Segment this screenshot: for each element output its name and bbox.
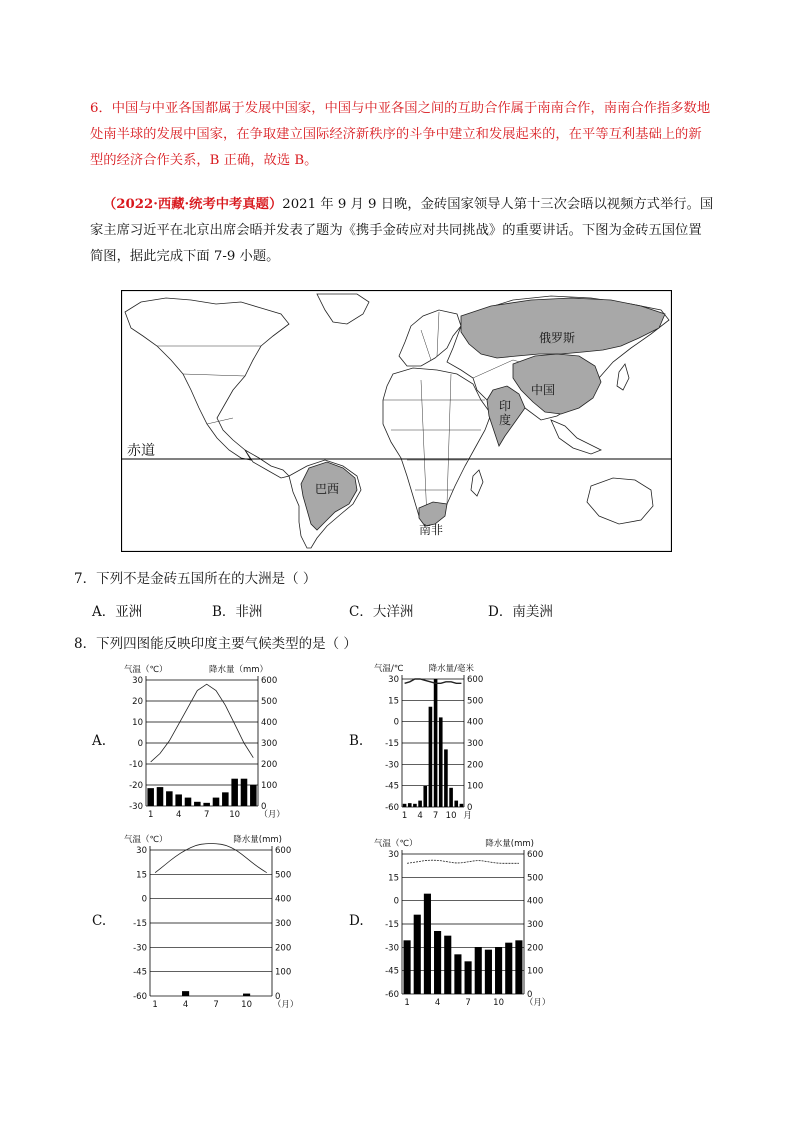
chart-A-x-tick: 1 bbox=[147, 810, 154, 820]
passage-line-1 bbox=[90, 192, 713, 218]
explanation-number: 6． bbox=[90, 101, 112, 116]
chart-B-precip-bar bbox=[449, 788, 453, 807]
q7-option-d[interactable]: D．南美洲 bbox=[488, 604, 553, 620]
chart-A-temp-tick: 30 bbox=[132, 676, 143, 686]
chart-B-temp-tick: -60 bbox=[385, 803, 399, 813]
chart-A-precip-bar bbox=[241, 779, 248, 806]
chart-A-temp-tick: -20 bbox=[129, 781, 143, 791]
chart-A-precip-bar bbox=[185, 798, 192, 806]
chart-D-precip-tick: 200 bbox=[527, 943, 544, 954]
chart-C-precip-tick: 300 bbox=[275, 919, 292, 929]
chart-A-temp-tick: 20 bbox=[132, 697, 143, 707]
chart-D-temp-tick: -30 bbox=[385, 943, 399, 954]
explanation-line-3: 型的经济合作关系，B 正确，故选 B。 bbox=[90, 153, 318, 168]
chart-A-precip-bar bbox=[194, 802, 201, 806]
chart-C-precip-tick: 100 bbox=[275, 967, 292, 978]
chart-C-temperature-curve bbox=[155, 844, 267, 873]
india-label-1: 印 bbox=[499, 399, 512, 413]
chart-D-right-axis-title: 降水量(mm) bbox=[485, 839, 534, 849]
chart-A-precip-bar bbox=[166, 791, 173, 806]
chart-D-precip-tick: 100 bbox=[527, 966, 544, 977]
chart-B-precip-bar bbox=[413, 804, 417, 807]
chart-A-precip-bar bbox=[147, 788, 154, 806]
climate-chart-c bbox=[122, 830, 302, 1012]
chart-A-left-axis-title: 气温（℃） bbox=[124, 665, 168, 675]
chart-B-precip-bar bbox=[444, 749, 448, 807]
climate-chart-b bbox=[372, 657, 507, 827]
chart-D-temp-tick: 0 bbox=[393, 896, 399, 907]
chart-A-precip-tick: 500 bbox=[261, 697, 278, 707]
chart-B-precip-tick: 400 bbox=[467, 717, 484, 728]
chart-C-temp-tick: -45 bbox=[133, 967, 147, 978]
chart-C-precip-tick: 0 bbox=[275, 992, 281, 1002]
chart-A-precip-bar bbox=[250, 785, 257, 806]
chart-A-temp-tick: -30 bbox=[129, 802, 143, 812]
chart-B-precip-tick: 600 bbox=[467, 675, 484, 685]
chart-D-precip-bar bbox=[505, 943, 512, 994]
chart-B-precip-tick: 500 bbox=[467, 696, 484, 707]
climate-chart-d bbox=[372, 836, 554, 1012]
chart-D-temp-tick: 15 bbox=[388, 873, 399, 884]
chart-B-right-axis-title: 降水量/毫米 bbox=[428, 664, 474, 674]
chart-B-x-tick: 4 bbox=[417, 811, 423, 821]
explanation-line-1 bbox=[90, 96, 710, 122]
q7-option-c[interactable]: C．大洋洲 bbox=[349, 604, 414, 620]
chart-D-precip-tick: 600 bbox=[527, 850, 544, 860]
chart-A-x-tick: 7 bbox=[203, 810, 210, 820]
brazil-label: 巴西 bbox=[315, 482, 340, 496]
chart-B-precip-tick: 200 bbox=[467, 760, 484, 771]
chart-A-precip-tick: 400 bbox=[261, 718, 278, 728]
chart-B-precip-bar bbox=[423, 786, 427, 807]
chart-B-temp-tick: 0 bbox=[393, 717, 399, 728]
chart-A-right-axis-title: 降水量（mm） bbox=[208, 665, 268, 675]
chart-D-precip-bar bbox=[495, 947, 502, 994]
chart-B-temp-tick: 15 bbox=[388, 696, 399, 707]
chart-A-temp-tick: -10 bbox=[129, 760, 143, 770]
climate-chart-a bbox=[122, 660, 298, 826]
passage-line-3: 简图，据此完成下面 7-9 小题。 bbox=[90, 249, 280, 264]
chart-D-temp-tick: -45 bbox=[385, 966, 399, 977]
q8-option-c-label[interactable]: C. bbox=[92, 913, 107, 929]
chart-C-temp-tick: -60 bbox=[133, 992, 147, 1002]
equator-label: 赤道 bbox=[127, 443, 155, 459]
chart-C-temp-tick: 15 bbox=[136, 870, 147, 881]
chart-C-x-tick: 10 bbox=[241, 1000, 252, 1010]
chart-C-temp-tick: -30 bbox=[133, 943, 147, 954]
russia-label: 俄罗斯 bbox=[539, 331, 576, 345]
chart-D-x-unit: （月） bbox=[524, 998, 551, 1008]
chart-A-precip-tick: 100 bbox=[261, 781, 278, 791]
chart-C-x-unit: （月） bbox=[272, 1000, 299, 1010]
india-label-2: 度 bbox=[499, 413, 512, 427]
chart-B-precip-bar bbox=[434, 679, 438, 807]
chart-C-precip-bar bbox=[243, 994, 250, 996]
chart-B-precip-bar bbox=[408, 803, 412, 807]
chart-B-precip-bar bbox=[429, 707, 433, 807]
chart-B-precip-bar bbox=[439, 717, 443, 807]
chart-D-temperature-curve bbox=[407, 860, 519, 863]
chart-B-precip-bar bbox=[460, 804, 464, 807]
chart-D-precip-bar bbox=[444, 936, 451, 994]
chart-D-precip-bar bbox=[465, 961, 472, 994]
chart-C-temp-tick: 0 bbox=[141, 894, 147, 905]
chart-A-precip-bar bbox=[157, 787, 164, 806]
chart-B-precip-bar bbox=[403, 804, 407, 807]
chart-D-x-tick: 1 bbox=[404, 998, 410, 1008]
chart-D-temp-tick: -60 bbox=[385, 990, 399, 1000]
chart-D-precip-bar bbox=[424, 894, 431, 994]
chart-A-precip-tick: 0 bbox=[261, 802, 267, 812]
chart-A-precip-tick: 200 bbox=[261, 760, 278, 770]
chart-C-precip-bar bbox=[182, 991, 189, 996]
passage-line-2: 家主席习近平在北京出席会晤并发表了题为《携手金砖应对共同挑战》的重要讲话。下图为金砖五国位置 bbox=[90, 223, 702, 238]
q7-option-a[interactable]: A．亚洲 bbox=[92, 604, 143, 620]
chart-B-temp-tick: -15 bbox=[385, 739, 399, 749]
chart-B-precip-tick: 300 bbox=[467, 739, 484, 749]
chart-D-precip-bar bbox=[414, 915, 421, 994]
chart-D-precip-bar bbox=[454, 954, 461, 994]
chart-A-precip-tick: 300 bbox=[261, 739, 278, 749]
passage-source: （2022·西藏·统考中考真题） bbox=[103, 197, 283, 212]
chart-D-x-tick: 10 bbox=[493, 998, 504, 1008]
answer-explanation bbox=[90, 96, 710, 174]
chart-A-precip-bar bbox=[175, 794, 182, 806]
chart-D-left-axis-title: 气温（℃） bbox=[374, 839, 418, 849]
explanation-line-2: 处南半球的发展中国家，在争取建立国际经济新秩序的斗争中建立和发展起来的，在平等互利基础上的新 bbox=[90, 127, 702, 142]
chart-D-precip-tick: 300 bbox=[527, 920, 544, 930]
chart-D-precip-bar bbox=[475, 947, 482, 994]
chart-B-temp-tick: 30 bbox=[388, 675, 399, 685]
q8-option-b-label[interactable]: B. bbox=[349, 733, 364, 749]
q8-option-a-label[interactable]: A. bbox=[92, 733, 107, 749]
chart-B-precip-bar bbox=[418, 801, 422, 807]
chart-C-temp-tick: 30 bbox=[136, 846, 147, 856]
chart-C-x-tick: 1 bbox=[152, 1000, 158, 1010]
chart-C-left-axis-title: 气温（℃） bbox=[124, 835, 168, 845]
chart-B-x-tick: 7 bbox=[432, 811, 439, 821]
chart-D-precip-bar bbox=[404, 940, 411, 994]
chart-C-precip-tick: 400 bbox=[275, 894, 292, 905]
chart-B-temperature-curve bbox=[405, 679, 462, 683]
chart-D-precip-tick: 500 bbox=[527, 873, 544, 884]
chart-D-x-tick: 7 bbox=[465, 998, 471, 1008]
q8-option-d-label[interactable]: D. bbox=[349, 913, 364, 929]
chart-A-temperature-curve bbox=[151, 684, 254, 762]
chart-A-x-unit: （月） bbox=[259, 810, 285, 820]
passage bbox=[90, 192, 713, 270]
south-africa-label: 南非 bbox=[419, 523, 444, 537]
chart-A-precip-bar bbox=[222, 792, 229, 806]
chart-B-temp-tick: -45 bbox=[385, 781, 399, 792]
q7-option-b[interactable]: B．非洲 bbox=[212, 604, 263, 620]
chart-A-x-tick: 10 bbox=[229, 810, 241, 820]
chart-B-precip-tick: 0 bbox=[467, 803, 473, 813]
q8-stem: 8．下列四图能反映印度主要气候类型的是（ ） bbox=[74, 636, 357, 652]
chart-B-x-unit: 月 bbox=[463, 811, 472, 821]
chart-D-precip-bar bbox=[515, 940, 522, 994]
chart-B-precip-bar bbox=[454, 801, 458, 807]
chart-C-right-axis-title: 降水量(mm) bbox=[233, 835, 282, 845]
brics-world-map bbox=[121, 290, 672, 552]
chart-B-x-tick: 1 bbox=[401, 811, 408, 821]
chart-A-temp-tick: 0 bbox=[137, 739, 143, 749]
explanation-text-1: 中国与中亚各国都属于发展中国家，中国与中亚各国之间的互助合作属于南南合作，南南合作指多数地 bbox=[111, 101, 711, 116]
chart-D-temp-tick: -15 bbox=[385, 920, 399, 930]
chart-D-precip-tick: 0 bbox=[527, 990, 533, 1000]
chart-C-precip-tick: 600 bbox=[275, 846, 292, 856]
chart-B-precip-tick: 100 bbox=[467, 781, 484, 792]
chart-D-precip-bar bbox=[485, 950, 492, 994]
chart-B-temp-tick: -30 bbox=[385, 760, 399, 771]
chart-A-temp-tick: 10 bbox=[132, 718, 143, 728]
chart-A-precip-bar bbox=[203, 803, 210, 806]
chart-A-precip-bar bbox=[213, 798, 220, 806]
passage-text-1: 2021 年 9 月 9 日晚，金砖国家领导人第十三次会晤以视频方式举行。国 bbox=[282, 197, 714, 212]
chart-D-temp-tick: 30 bbox=[388, 850, 399, 860]
chart-A-x-tick: 4 bbox=[175, 810, 182, 820]
chart-D-precip-bar bbox=[434, 931, 441, 994]
q7-stem: 7．下列不是金砖五国所在的大洲是（ ） bbox=[74, 571, 317, 587]
chart-A-precip-bar bbox=[231, 779, 238, 806]
chart-A-precip-tick: 600 bbox=[261, 676, 278, 686]
chart-C-x-tick: 7 bbox=[213, 1000, 219, 1010]
china-label: 中国 bbox=[531, 383, 556, 397]
chart-D-x-tick: 4 bbox=[434, 998, 441, 1008]
chart-C-precip-tick: 200 bbox=[275, 943, 292, 954]
chart-C-precip-tick: 500 bbox=[275, 870, 292, 881]
chart-B-x-tick: 10 bbox=[445, 811, 457, 821]
chart-D-precip-tick: 400 bbox=[527, 896, 544, 907]
chart-B-left-axis-title: 气温/℃ bbox=[374, 664, 404, 674]
chart-C-x-tick: 4 bbox=[182, 1000, 189, 1010]
chart-C-temp-tick: -15 bbox=[133, 919, 147, 929]
